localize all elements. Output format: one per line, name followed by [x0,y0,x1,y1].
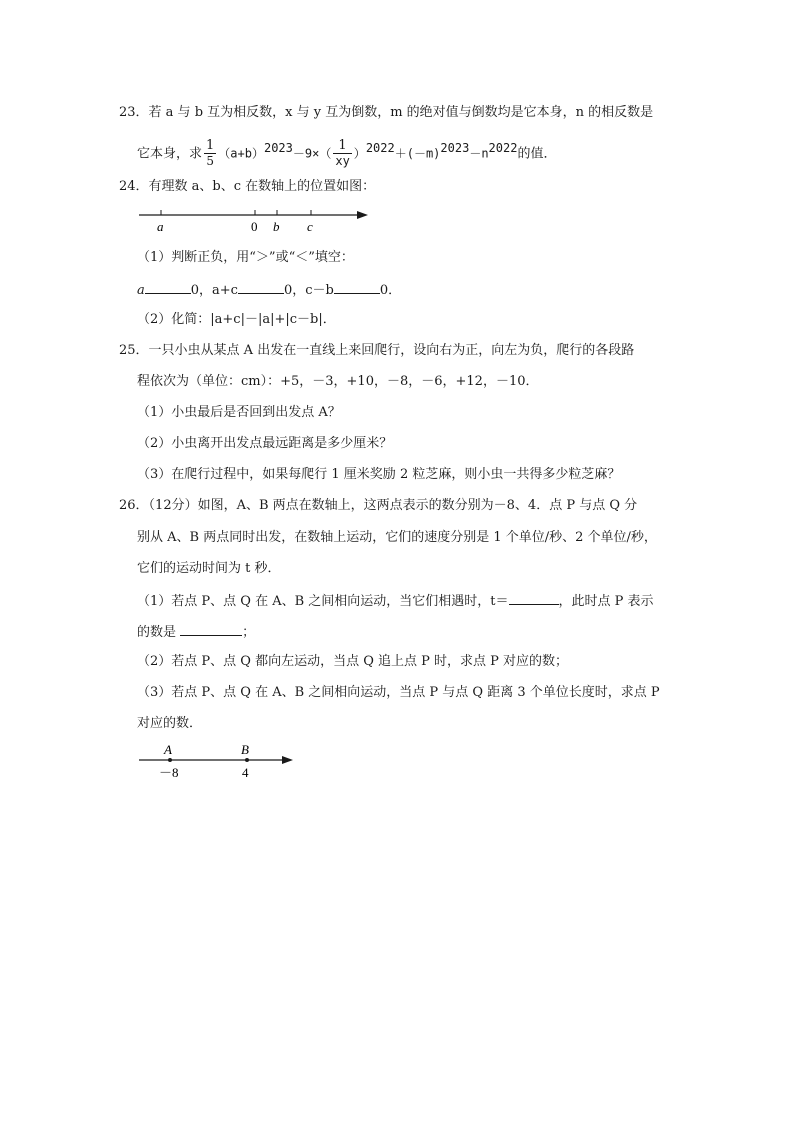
label-point-a: A [164,742,172,757]
q25-part1: （1）小虫最后是否回到出发点 A？ [137,405,341,420]
q24-part2: （2）化简：|a+c|－|a|+|c－b|． [137,312,336,327]
q23-fraction-one-over-xy: $\frac{1}{xy}$ [335,138,350,169]
q26-part3: （3）若点 P、点 Q 在 A、B 之间相向运动，当点 P 与点 Q 距离 3 个单位长度时，求点 P [137,685,660,700]
q25-part3: （3）在爬行过程中，如果每爬行 1 厘米奖励 2 粒芝麻，则小虫一共得多少粒芝麻？ [137,467,621,482]
q23-fraction-one-fifth: $\frac{1}{5}$ [206,138,215,169]
q25-line1: 25．一只小虫从某点 A 出发在一直线上来回爬行，设向右为正，向左为负，爬行的各段路 [119,343,635,358]
q26-part1: （1）若点 P、点 Q 在 A、B 之间相向运动，当它们相遇时，t＝ ，此时点 P 表示 [137,590,654,612]
label-c: c [307,219,313,234]
answer-blank-p[interactable] [180,621,242,636]
label-0: 0 [251,219,258,234]
value-b: 4 [242,765,249,780]
point-b-dot [245,758,249,762]
answer-blank[interactable] [145,279,191,294]
label-point-b: B [241,742,249,757]
q24-part1: （1）判断正负，用“＞”或“＜”填空： [137,250,354,265]
q25-part2: （2）小虫离开出发点最远距离是多少厘米？ [137,436,393,451]
arrow-head-icon [282,756,293,764]
answer-blank[interactable] [238,279,284,294]
label-b: b [273,219,280,234]
q26-part3-cont: 对应的数． [137,716,203,731]
q24-title: 24．有理数 a、b、c 在数轴上的位置如图： [119,179,376,194]
q23-line2: 它本身，求 $\frac{1}{5}$ $(a+b)^{2023}-9\times$（ $\frac{1}{xy}$ ）$^{2022}+(-m)^{2023}-n^{2022}$的值． [137,138,557,169]
q25-line2: 程依次为（单位：cm）：+5，－3，+10，－8，－6，+12，－10． [137,374,539,389]
value-a: －8 [159,765,179,780]
q24-part1-fill: a 0，a+c 0，c－b 0． [137,279,401,301]
q26-part1-cont: 的数是 ； [137,621,255,643]
q26-part2: （2）若点 P、点 Q 都向左运动，当点 Q 追上点 P 时，求点 P 对应的数； [137,654,569,669]
answer-blank-t[interactable] [509,590,559,605]
arrow-head-icon [357,211,368,219]
q26-line3: 它们的运动时间为 t 秒． [137,561,281,576]
q26-line2: 别从 A、B 两点同时出发，在数轴上运动，它们的速度分别是 1 个单位/秒、2 个单位/秒， [137,530,657,545]
q26-line1: 26．（12分）如图，A、B 两点在数轴上，这两点表示的数分别为－8、4．点 P 与点 Q 分 [119,498,638,513]
label-a: a [157,219,164,234]
point-a-dot [168,758,172,762]
q26-number-line [135,740,300,784]
q23-line1: 23．若 a 与 b 互为相反数，x 与 y 互为倒数，m 的绝对值与倒数均是它本身，n 的相反数是 [119,105,654,120]
answer-blank[interactable] [334,279,380,294]
q23-prefix: 它本身，求 [137,146,203,162]
q24-number-line [135,202,375,236]
